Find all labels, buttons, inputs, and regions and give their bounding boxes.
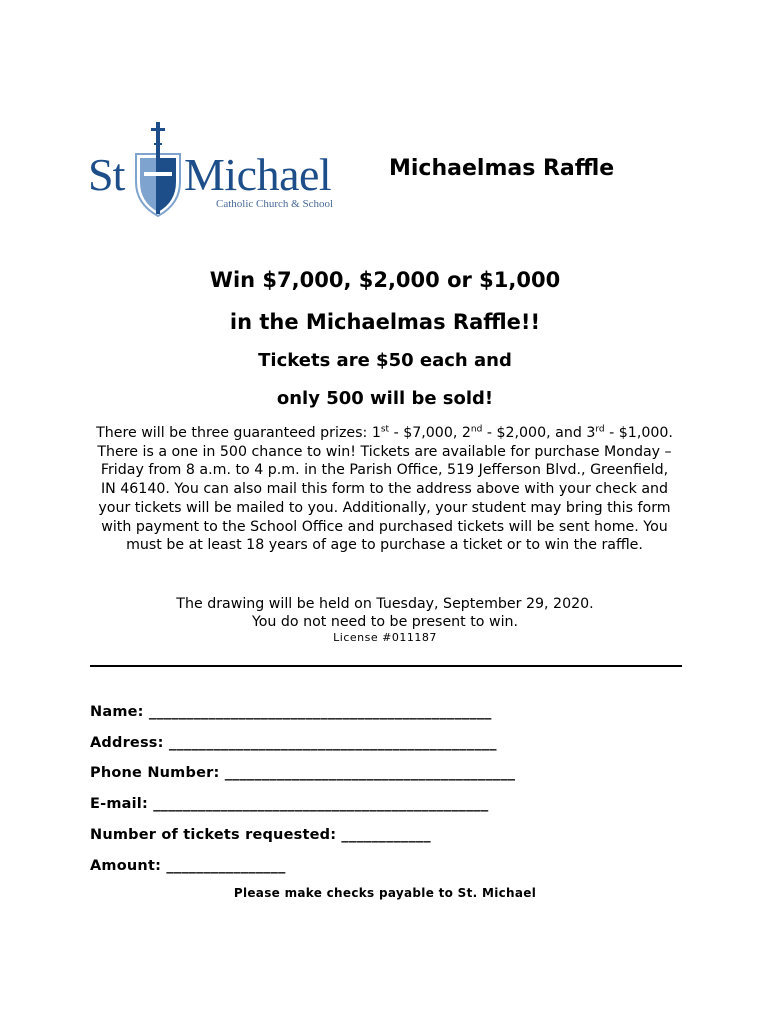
headline-price: Tickets are $50 each and (258, 350, 512, 371)
tickets-field[interactable]: Number of tickets requested: ____________ (90, 827, 431, 843)
drawing-date: The drawing will be held on Tuesday, September 29, 2020. (176, 596, 594, 612)
raffle-description (92, 424, 677, 555)
desc-sup-1: st (380, 424, 390, 435)
presence-note: You do not need to be present to win. (251, 614, 519, 630)
desc-sup-3: rd (595, 424, 605, 435)
name-field[interactable]: Name: ______________________________________________ (90, 704, 492, 720)
shield-cross-icon (130, 120, 186, 220)
desc-part-1: There will be three guaranteed prizes: 1 (96, 425, 381, 441)
logo-st: St (88, 149, 125, 200)
divider (90, 665, 682, 667)
headline-limit: only 500 will be sold! (276, 388, 494, 409)
email-field[interactable]: E-mail: _____________________________________________ (90, 796, 489, 812)
desc-part-2: - $7,000, 2 (389, 425, 471, 441)
desc-part-4: - $1,000. There is a one in 500 chance to win! Tickets are available for purchase Monday – Friday from 8 a.m. to 4 p.m. in the Parish Office, 519 Jefferson Blvd., Greenfield, IN 46140. You can also mail this form to the address above with your check and your tickets will be mailed to you. Additionally, your student may bring this form with payment to the School Office and purchased tickets will be sent home. You must be at least 18 years of age to purchase a ticket or to win the raffle. (97, 425, 673, 554)
address-field[interactable]: Address: ____________________________________________ (90, 735, 497, 751)
amount-field[interactable]: Amount: ________________ (90, 858, 286, 874)
logo-subtitle: Catholic Church & School (216, 198, 334, 210)
desc-sup-2: nd (470, 424, 483, 435)
phone-field[interactable]: Phone Number: _______________________________________ (90, 765, 516, 781)
headline-prizes: Win $7,000, $2,000 or $1,000 (209, 268, 561, 292)
payment-note: Please make checks payable to St. Michael (233, 886, 537, 900)
headline-raffle: in the Michaelmas Raffle!! (229, 310, 541, 334)
document-title: Michaelmas Raffle (389, 156, 615, 181)
st-michael-logo (86, 120, 356, 220)
desc-part-3: - $2,000, and 3 (482, 425, 596, 441)
license-number: License #011187 (333, 631, 437, 644)
logo-michael: Michael (184, 149, 332, 200)
